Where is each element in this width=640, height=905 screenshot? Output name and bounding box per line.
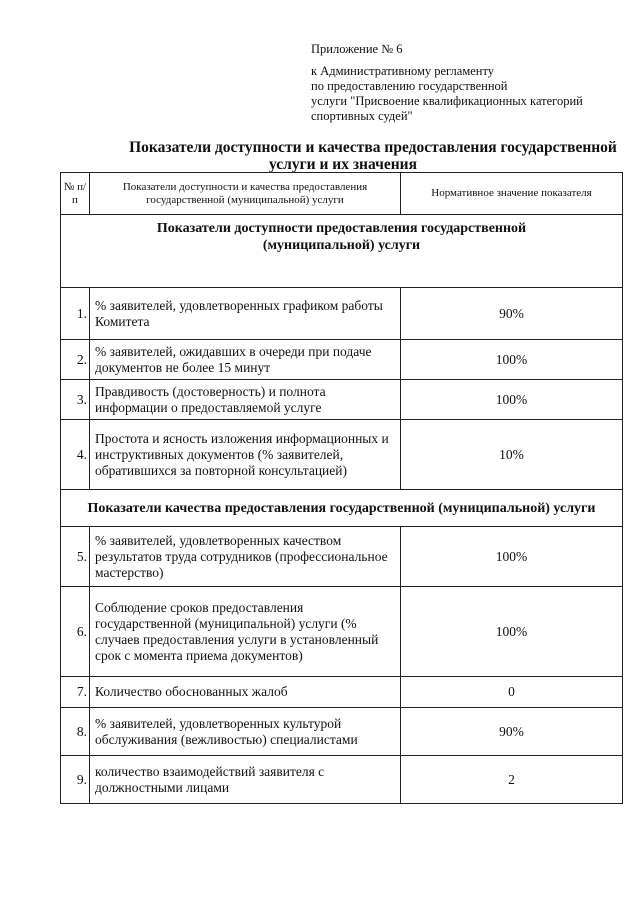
- row-num: 1.: [61, 288, 90, 340]
- header-indicator: Показатели доступности и качества предоставления государственной (муниципальной) услуги: [90, 173, 401, 215]
- row-indicator: % заявителей, ожидавших в очереди при подаче документов не более 15 минут: [90, 340, 401, 380]
- row-indicator: количество взаимодействий заявителя с должностными лицами: [90, 756, 401, 804]
- row-num: 4.: [61, 420, 90, 490]
- page-title: [60, 139, 626, 173]
- row-indicator: Правдивость (достоверность) и полнота информации о предоставляемой услуге: [90, 380, 401, 420]
- header-value: Нормативное значение показателя: [401, 173, 623, 215]
- row-value: 0: [401, 677, 623, 708]
- table-row: [61, 288, 623, 340]
- annex-line: к Административному регламенту: [311, 64, 495, 78]
- page-title-line: Показатели доступности и качества предоставления государственной: [129, 139, 617, 156]
- row-num: 8.: [61, 708, 90, 756]
- page-title-line: услуги и их значения: [269, 156, 417, 173]
- row-num: 5.: [61, 527, 90, 587]
- row-num: 6.: [61, 587, 90, 677]
- table-row: [61, 340, 623, 380]
- table-row: [61, 420, 623, 490]
- section-row: [61, 490, 623, 527]
- indicators-table: [60, 172, 623, 804]
- row-value: 90%: [401, 708, 623, 756]
- annex-number: Приложение № 6: [311, 42, 403, 56]
- section-quality-title: Показатели качества предоставления государственной (муниципальной) услуги: [61, 490, 623, 527]
- row-indicator: % заявителей, удовлетворенных культурой обслуживания (вежливостью) специалистами: [90, 708, 401, 756]
- row-value: 100%: [401, 380, 623, 420]
- row-num: 3.: [61, 380, 90, 420]
- row-indicator: % заявителей, удовлетворенных графиком работы Комитета: [90, 288, 401, 340]
- table-header-row: [61, 173, 623, 215]
- row-num: 9.: [61, 756, 90, 804]
- table-row: [61, 677, 623, 708]
- table-row: [61, 380, 623, 420]
- annex-block: [311, 42, 583, 124]
- row-value: 100%: [401, 527, 623, 587]
- row-value: 100%: [401, 340, 623, 380]
- table-row: [61, 587, 623, 677]
- row-num: 7.: [61, 677, 90, 708]
- section-row: [61, 215, 623, 288]
- row-value: 10%: [401, 420, 623, 490]
- row-indicator: Количество обоснованных жалоб: [90, 677, 401, 708]
- row-value: 100%: [401, 587, 623, 677]
- row-indicator: Простота и ясность изложения информационных и инструктивных документов (% заявителей, обратившихся за повторной консультацией): [90, 420, 401, 490]
- table-row: [61, 708, 623, 756]
- row-indicator: % заявителей, удовлетворенных качеством результатов труда сотрудников (профессиональное мастерство): [90, 527, 401, 587]
- row-indicator: Соблюдение сроков предоставления государственной (муниципальной) услуги (% случаев предоставления услуги в установленный срок с момента приема документов): [90, 587, 401, 677]
- row-num: 2.: [61, 340, 90, 380]
- annex-line: по предоставлению государственной: [311, 79, 508, 93]
- table-row: [61, 527, 623, 587]
- annex-line: спортивных судей": [311, 109, 413, 123]
- row-value: 2: [401, 756, 623, 804]
- table-row: [61, 756, 623, 804]
- annex-line: услуги "Присвоение квалификационных категорий: [311, 94, 583, 108]
- header-num: № п/п: [61, 173, 90, 215]
- row-value: 90%: [401, 288, 623, 340]
- section-availability-title: Показатели доступности предоставления государственной (муниципальной) услуги: [61, 215, 623, 288]
